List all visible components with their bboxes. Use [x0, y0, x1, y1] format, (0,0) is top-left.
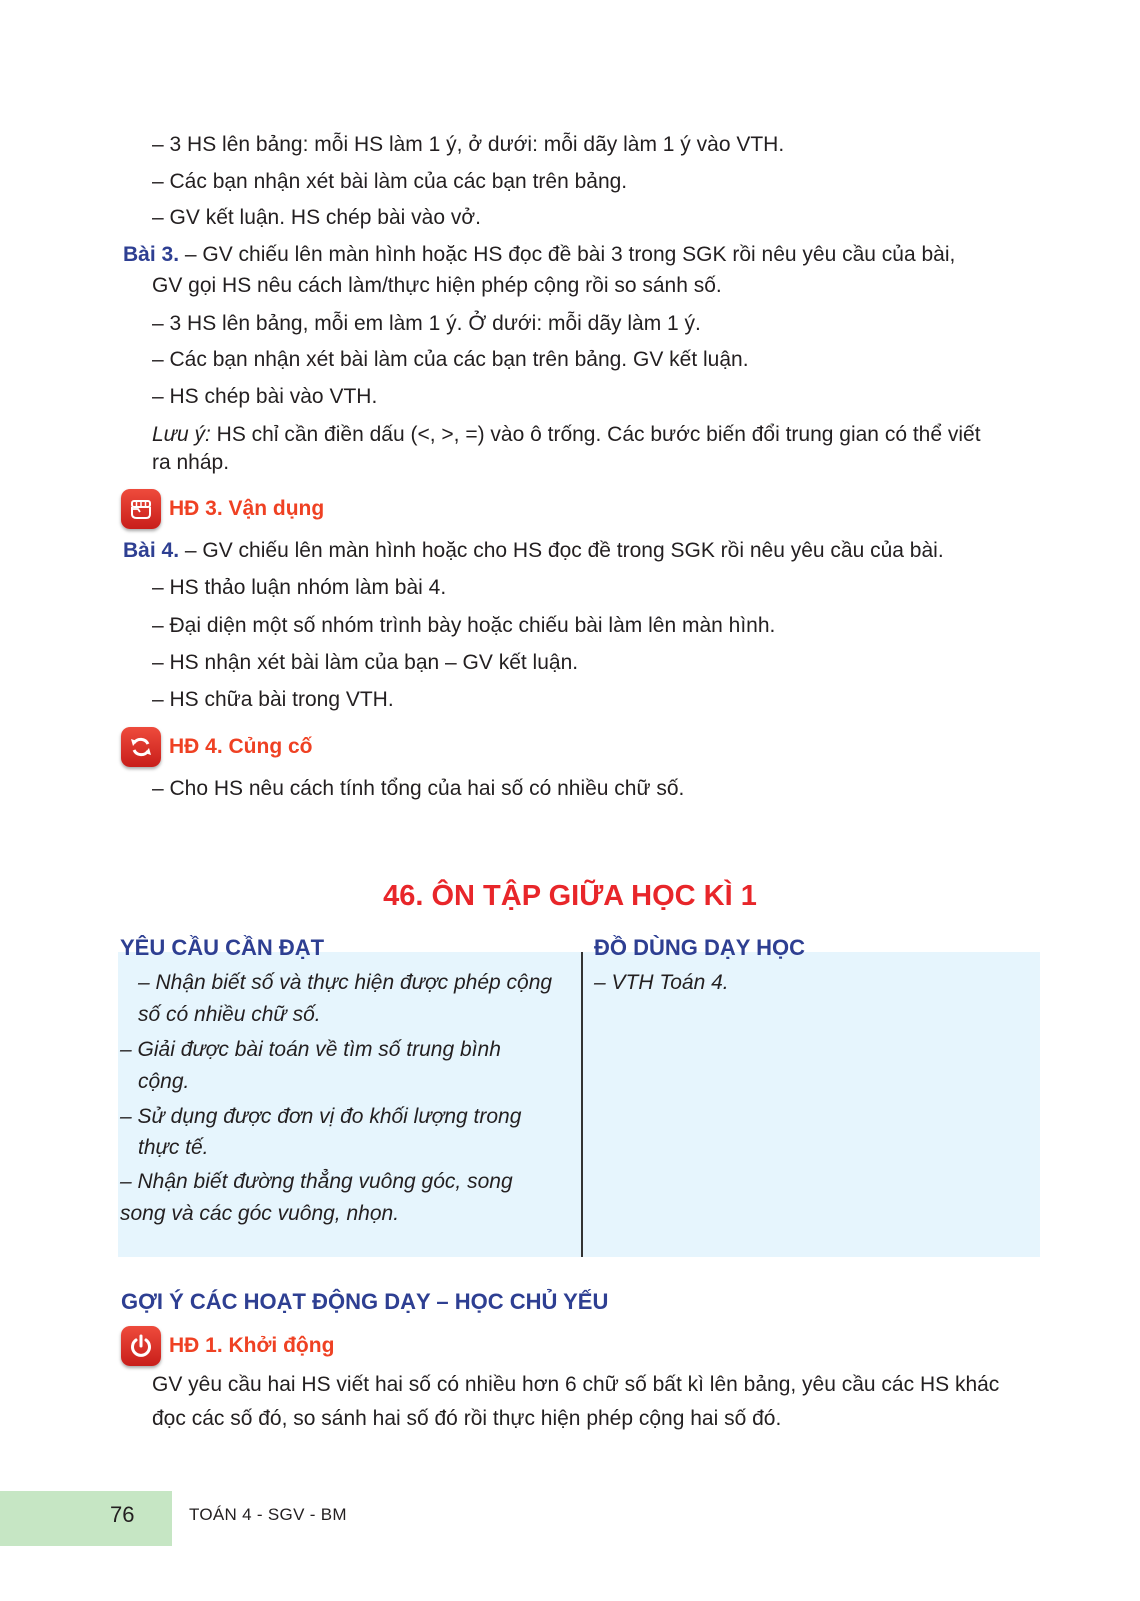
bai3-text-cont: GV gọi HS nêu cách làm/thực hiện phép cộng rồi so sánh số.	[152, 274, 722, 297]
refresh-icon	[121, 727, 161, 767]
hd1-text: GV yêu cầu hai HS viết hai số có nhiều hơn 6 chữ số bất kì lên bảng, yêu cầu các HS khác	[152, 1373, 1000, 1396]
instruction-line: – GV kết luận. HS chép bài vào vở.	[152, 206, 481, 229]
hd1-heading	[121, 1326, 334, 1366]
materials-line: – VTH Toán 4.	[594, 971, 729, 994]
instruction-line: – Đại diện một số nhóm trình bày hoặc chiếu bài làm lên màn hình.	[152, 614, 776, 637]
requirement-line: song và các góc vuông, nhọn.	[120, 1202, 400, 1225]
hd4-title: HĐ 4. Củng cố	[169, 735, 313, 758]
hd1-title: HĐ 1. Khởi động	[169, 1334, 335, 1357]
requirement-line: – Sử dụng được đơn vị đo khối lượng trong	[120, 1105, 522, 1128]
instruction-line: – HS chữa bài trong VTH.	[152, 688, 394, 711]
hd1-text-cont: đọc các số đó, so sánh hai số đó rồi thực hiện phép cộng hai số đó.	[152, 1407, 782, 1430]
requirement-line: – Nhận biết số và thực hiện được phép cộng	[138, 971, 553, 994]
page-number: 76	[110, 1502, 135, 1527]
bai4-text: – GV chiếu lên màn hình hoặc cho HS đọc đề trong SGK rồi nêu yêu cầu của bài.	[179, 539, 944, 562]
bai3-paragraph	[123, 241, 955, 269]
requirements-heading: YÊU CẦU CẦN ĐẠT	[120, 935, 325, 960]
requirement-line: thực tế.	[138, 1136, 209, 1159]
fist-icon	[121, 489, 161, 529]
instruction-line: – HS nhận xét bài làm của bạn – GV kết luận.	[152, 651, 579, 674]
note-label: Lưu ý:	[152, 423, 211, 446]
instruction-line: – HS chép bài vào VTH.	[152, 385, 378, 408]
lesson-title: 46. ÔN TẬP GIỮA HỌC KÌ 1	[383, 880, 757, 912]
note-paragraph	[152, 421, 981, 449]
instruction-line: – HS thảo luận nhóm làm bài 4.	[152, 576, 447, 599]
materials-heading: ĐỒ DÙNG DẠY HỌC	[594, 935, 806, 960]
instruction-line: – Các bạn nhận xét bài làm của các bạn trên bảng. GV kết luận.	[152, 348, 749, 371]
activities-heading: GỢI Ý CÁC HOẠT ĐỘNG DẠY – HỌC CHỦ YẾU	[121, 1289, 609, 1314]
table-divider	[581, 952, 583, 1257]
bai4-label: Bài 4.	[123, 539, 180, 562]
requirement-line: – Nhận biết đường thẳng vuông góc, song	[120, 1170, 513, 1193]
instruction-line: – Các bạn nhận xét bài làm của các bạn trên bảng.	[152, 170, 628, 193]
note-text: HS chỉ cần điền dấu (<, >, =) vào ô trống. Các bước biến đổi trung gian có thể viết	[210, 423, 981, 446]
bai3-text: – GV chiếu lên màn hình hoặc HS đọc đề bài 3 trong SGK rồi nêu yêu cầu của bài,	[179, 243, 956, 266]
instruction-line: – 3 HS lên bảng: mỗi HS làm 1 ý, ở dưới: mỗi dãy làm 1 ý vào VTH.	[152, 133, 785, 156]
bai4-paragraph	[123, 537, 944, 565]
requirement-line: cộng.	[138, 1070, 190, 1093]
book-title: TOÁN 4 - SGV - BM	[189, 1505, 347, 1524]
instruction-line: – Cho HS nêu cách tính tổng của hai số có nhiều chữ số.	[152, 777, 685, 800]
requirement-line: số có nhiều chữ số.	[138, 1003, 321, 1026]
instruction-line: – 3 HS lên bảng, mỗi em làm 1 ý. Ở dưới: mỗi dãy làm 1 ý.	[152, 312, 701, 335]
hd4-heading	[121, 727, 313, 767]
hd3-title: HĐ 3. Vận dụng	[169, 497, 325, 520]
power-icon	[121, 1326, 161, 1366]
hd3-heading	[121, 489, 324, 529]
requirement-line: – Giải được bài toán về tìm số trung bình	[120, 1038, 501, 1061]
note-text-cont: ra nháp.	[152, 451, 230, 474]
bai3-label: Bài 3.	[123, 243, 180, 266]
footer-band	[0, 1491, 172, 1546]
